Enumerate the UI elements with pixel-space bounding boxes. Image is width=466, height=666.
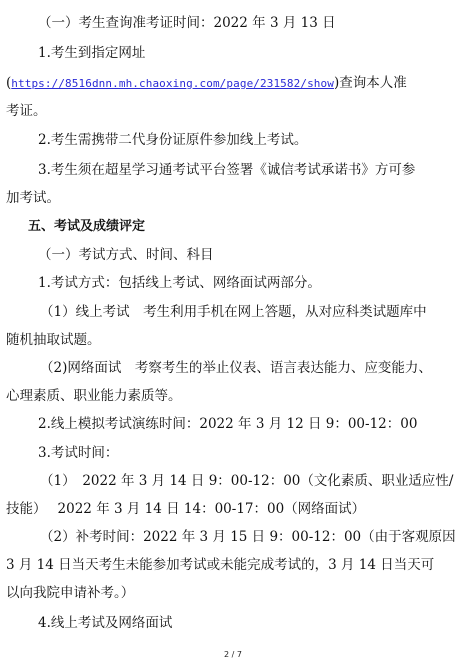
url-line-continuation: 考证。 — [6, 103, 47, 119]
makeup-exam-continuation-2: 以向我院申请补考。） — [6, 585, 135, 601]
exam-time-item-1: （1） 2022 年 3 月 14 日 9：00-12：00（文化素质、职业适应性/ — [40, 473, 454, 489]
subsection-exam-method: （一）考试方式、时间、科目 — [38, 247, 214, 263]
exam-time-heading: 3.考试时间： — [38, 445, 119, 461]
step-3-continuation: 加考试。 — [6, 190, 60, 206]
makeup-exam-continuation-1: 3 月 14 日当天考生未能参加考试或未能完成考试的，3 月 14 日当天可 — [6, 557, 435, 573]
mock-exam-time: 2.线上模拟考试演练时间：2022 年 3 月 12 日 9：00-12：00 — [38, 416, 418, 432]
online-interview-continuation: 心理素质、职业能力素质等。 — [6, 388, 182, 404]
step-1-visit-url: 1.考生到指定网址 — [38, 45, 146, 61]
page-number: 2 / 7 — [224, 650, 242, 659]
section-heading-5: 五、考试及成绩评定 — [28, 219, 146, 234]
online-exam-description: （1）线上考试 考生利用手机在网上答题，从对应科类试题库中 — [40, 304, 427, 320]
exam-method-description: 1.考试方式：包括线上考试、网络面试两部分。 — [38, 275, 321, 291]
url-line — [0, 74, 466, 93]
online-exam-continuation: 随机抽取试题。 — [6, 332, 101, 348]
exam-time-item-1-continuation: 技能） 2022 年 3 月 14 日 14：00-17：00（网络面试） — [6, 501, 366, 517]
url-open-paren: ( — [6, 75, 12, 91]
exam-query-link[interactable]: https://8516dnn.mh.chaoxing.com/page/231582/show — [11, 77, 334, 90]
exam-ticket-query-time: （一）考生查询准考证时间：2022 年 3 月 13 日 — [38, 15, 336, 31]
online-interview-description: （2)网络面试 考察考生的举止仪表、语言表达能力、应变能力、 — [40, 360, 432, 376]
online-exam-and-interview-heading: 4.线上考试及网络面试 — [38, 615, 173, 631]
step-2-id-card: 2.考生需携带二代身份证原件参加线上考试。 — [38, 132, 308, 148]
makeup-exam-time: （2）补考时间：2022 年 3 月 15 日 9：00-12：00（由于客观原因 — [40, 529, 456, 545]
url-trailing-text: )查询本人准 — [333, 75, 407, 91]
step-3-sign-pledge: 3.考生须在超星学习通考试平台签署《诚信考试承诺书》方可参 — [38, 162, 416, 178]
